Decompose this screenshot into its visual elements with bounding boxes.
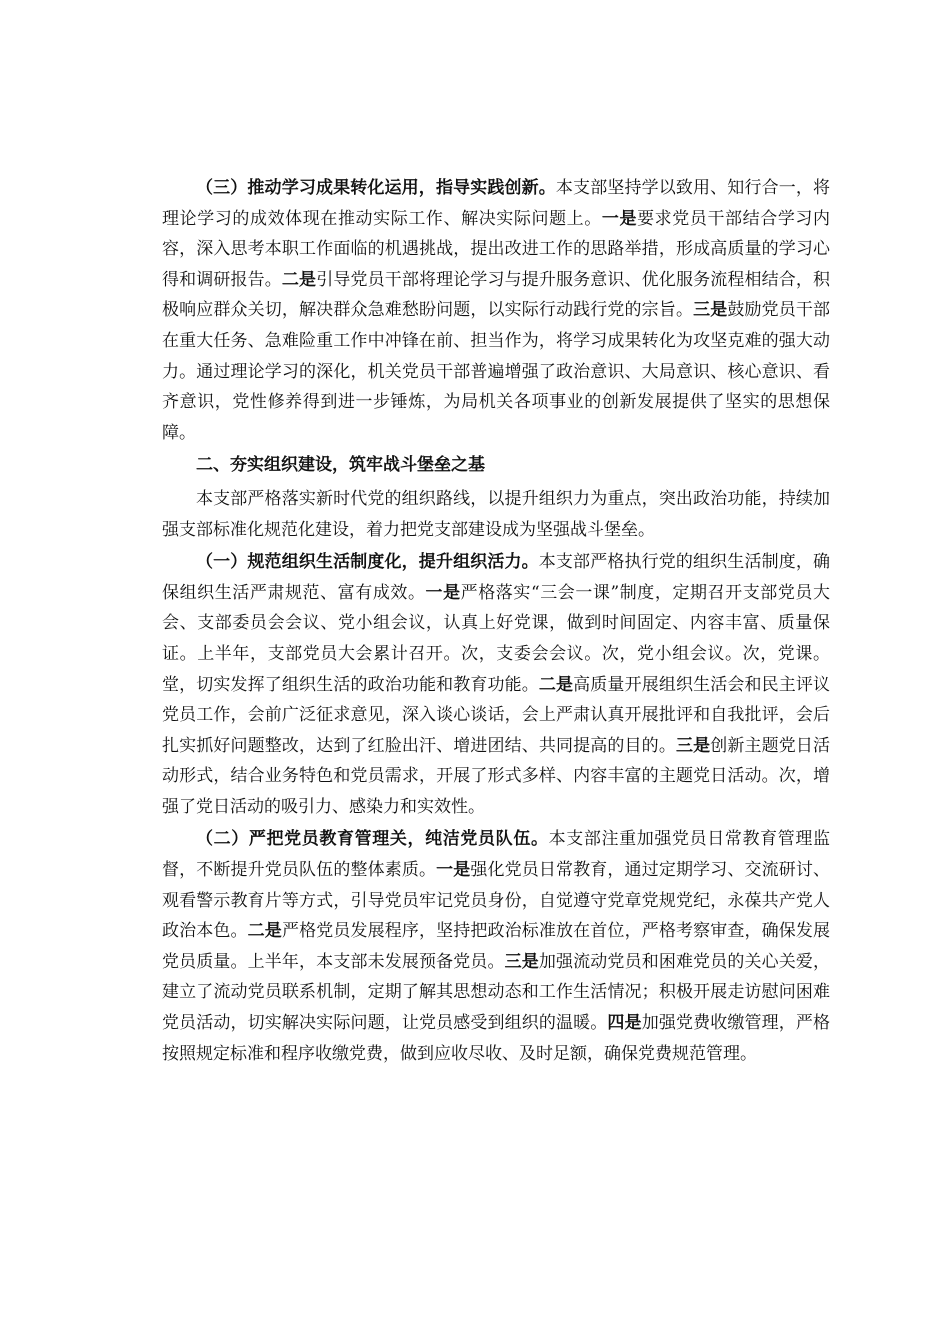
- bold-text-run: （一）规范组织生活制度化，提升组织活力。: [196, 552, 539, 573]
- bold-text-run: 二是: [538, 674, 574, 695]
- text-run: 加强流动党员和困难党员的关心关爱，建立了流动党员联系机制，定期了解其思想动态和工作生活情况；积极开展走访慰问困难党员活动，切实解决实际问题，让党员感受到组织的温暖。: [162, 951, 831, 1034]
- bold-text-run: 一是: [425, 582, 461, 603]
- bold-text-run: 四是: [607, 1013, 642, 1034]
- body-paragraph: [162, 547, 830, 822]
- text-run: 高质量开展组织生活会和民主评议党员工作，会前广泛征求意见，深入谈心谈话，会上严肃认真开展批评和自我批评，会后扎实抓好问题整改，达到了红脸出汗、增进团结、共同提高的目的。: [162, 674, 831, 756]
- text-run: 严格落实“三会一课”制度，定期召开支部党员大会、支部委员会会议、党小组会议，认真上好党课，做到时间固定、内容丰富、质量保证。上半年，支部党员大会累计召开。次，支委会会议。次，党小组会议。次，党课。堂，切实发挥了组织生活的政治功能和教育功能。: [162, 582, 830, 695]
- text-run: 本支部严格落实新时代党的组织路线，以提升组织力为重点，突出政治功能，持续加强支部标准化规范化建设，着力把党支部建设成为坚强战斗堡垒。: [162, 488, 830, 540]
- text-run: 强化党员日常教育，通过定期学习、交流研讨、观看警示教育片等方式，引导党员牢记党员身份，自觉遵守党章党规党纪，永葆共产党人政治本色。: [162, 860, 831, 942]
- text-run: 创新主题党日活动形式，结合业务特色和党员需求，开展了形式多样、内容丰富的主题党日活动。次，增强了党日活动的吸引力、感染力和实效性。: [162, 735, 831, 817]
- body-paragraph: [162, 173, 830, 448]
- bold-text-run: 三是: [693, 300, 728, 321]
- body-paragraph: [162, 824, 830, 1069]
- body-paragraph: [162, 484, 830, 545]
- document-body: [162, 173, 830, 1069]
- bold-text-run: 二是: [281, 269, 317, 290]
- text-run: 要求党员干部结合学习内容，深入思考本职工作面临的机遇挑战，提出改进工作的思路举措，形成高质量的学习心得和调研报告。: [162, 208, 831, 290]
- bold-text-run: 二是: [247, 921, 282, 942]
- section-heading: 二、夯实组织建设，筑牢战斗堡垒之基: [196, 455, 485, 476]
- text-run: 本支部注重加强党员日常教育管理监督，不断提升党员队伍的整体素质。: [162, 829, 831, 881]
- bold-text-run: 三是: [675, 735, 711, 756]
- text-run: 鼓励党员干部在重大任务、急难险重工作中冲锋在前、担当作为，将学习成果转化为攻坚克难的强大动力。通过理论学习的深化，机关党员干部普遍增强了政治意识、大局意识、核心意识、看齐意识，党性修养得到进一步锤炼，为局机关各项事业的创新发展提供了坚实的思想保障。: [162, 300, 831, 443]
- text-run: 严格党员发展程序，坚持把政治标准放在首位，严格考察审查，确保发展党员质量。上半年，本支部未发展预备党员。: [162, 921, 831, 972]
- bold-text-run: 一是: [436, 860, 471, 881]
- text-run: 本支部严格执行党的组织生活制度，确保组织生活严肃规范、富有成效。: [162, 552, 831, 603]
- bold-text-run: 一是: [601, 208, 638, 229]
- text-run: 引导党员干部将理论学习与提升服务意识、优化服务流程相结合，积极响应群众关切，解决群众急难愁盼问题，以实际行动践行党的宗旨。: [162, 269, 831, 321]
- text-run: 本支部坚持学以致用、知行合一，将理论学习的成效体现在推动实际工作、解决实际问题上。: [162, 178, 831, 229]
- bold-text-run: 三是: [504, 951, 539, 972]
- bold-text-run: （二）严把党员教育管理关，纯洁党员队伍。: [196, 829, 549, 850]
- bold-text-run: （三）推动学习成果转化运用，指导实践创新。: [196, 178, 556, 198]
- text-run: 加强党费收缴管理，严格按照规定标准和程序收缴党费，做到应收尽收、及时足额，确保党费规范管理。: [162, 1013, 831, 1064]
